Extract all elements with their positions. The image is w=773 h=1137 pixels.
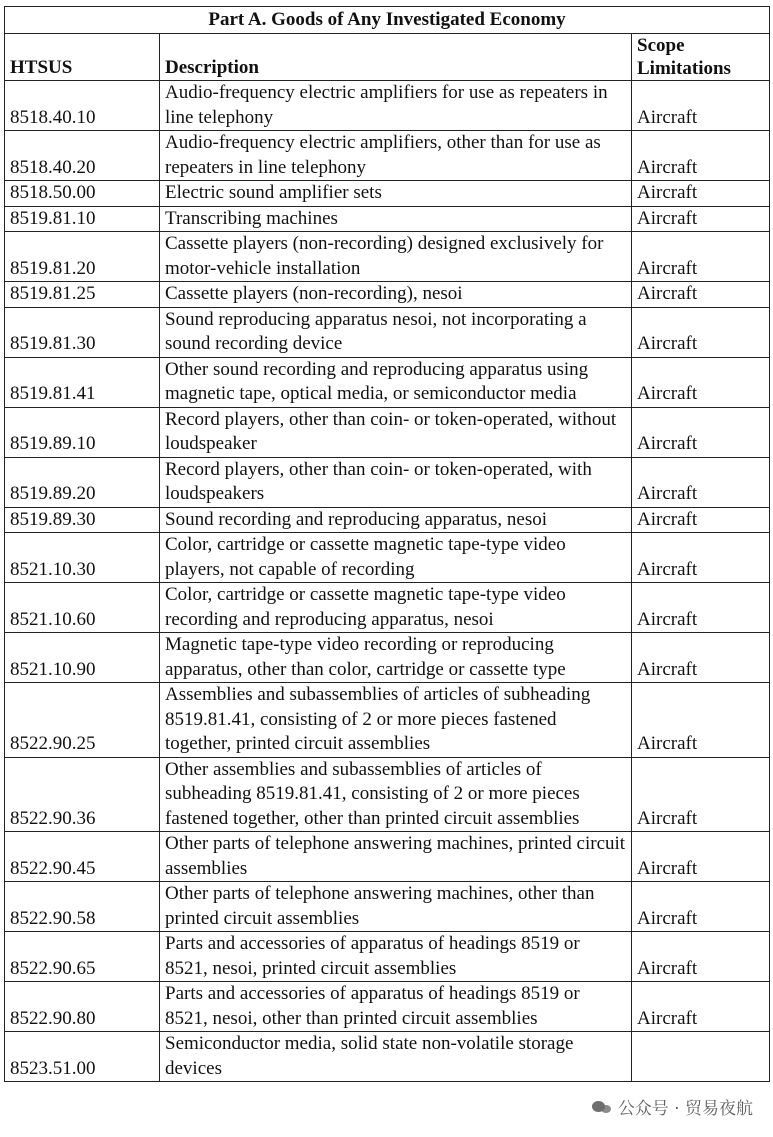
table-title-row <box>5 7 770 34</box>
header-htsus: HTSUS <box>5 34 160 81</box>
htsus-code-cell: 8519.89.10 <box>5 407 160 457</box>
scope-limitation-cell: Aircraft <box>632 457 770 507</box>
description-cell: Color, cartridge or cassette magnetic tape-type video players, not capable of recording <box>160 533 632 583</box>
description-cell: Other assemblies and subassemblies of articles of subheading 8519.81.41, consisting of 2 or more pieces fastened together, other than printed circuit assemblies <box>160 757 632 832</box>
description-cell: Other parts of telephone answering machines, other than printed circuit assemblies <box>160 882 632 932</box>
htsus-code-cell: 8519.81.20 <box>5 232 160 282</box>
htsus-code-cell: 8522.90.25 <box>5 683 160 758</box>
htsus-code-cell: 8521.10.30 <box>5 533 160 583</box>
table-row <box>5 982 770 1032</box>
htsus-code-cell: 8519.81.41 <box>5 357 160 407</box>
htsus-code-cell: 8522.90.80 <box>5 982 160 1032</box>
htsus-code-cell: 8523.51.00 <box>5 1032 160 1082</box>
header-description: Description <box>160 34 632 81</box>
table-row <box>5 757 770 832</box>
table-row <box>5 1032 770 1082</box>
scope-limitation-cell: Aircraft <box>632 407 770 457</box>
description-cell: Parts and accessories of apparatus of headings 8519 or 8521, nesoi, printed circuit assemblies <box>160 932 632 982</box>
description-cell: Transcribing machines <box>160 206 632 232</box>
table-row <box>5 232 770 282</box>
table-row <box>5 882 770 932</box>
table-row <box>5 407 770 457</box>
description-cell: Electric sound amplifier sets <box>160 181 632 207</box>
scope-limitation-cell: Aircraft <box>632 882 770 932</box>
scope-limitation-cell: Aircraft <box>632 81 770 131</box>
table-row <box>5 457 770 507</box>
htsus-code-cell: 8521.10.60 <box>5 583 160 633</box>
htsus-code-cell: 8522.90.65 <box>5 932 160 982</box>
table-row <box>5 832 770 882</box>
scope-limitation-cell: Aircraft <box>632 932 770 982</box>
scope-limitation-cell: Aircraft <box>632 206 770 232</box>
table-row <box>5 357 770 407</box>
document-page <box>4 6 769 1082</box>
description-cell: Other sound recording and reproducing apparatus using magnetic tape, optical media, or semiconductor media <box>160 357 632 407</box>
description-cell: Cassette players (non-recording) designed exclusively for motor-vehicle installation <box>160 232 632 282</box>
table-title: Part A. Goods of Any Investigated Economy <box>5 7 770 34</box>
scope-limitation-cell: Aircraft <box>632 982 770 1032</box>
scope-limitation-cell <box>632 1032 770 1082</box>
description-cell: Sound recording and reproducing apparatus, nesoi <box>160 507 632 533</box>
scope-limitation-cell: Aircraft <box>632 232 770 282</box>
description-cell: Audio-frequency electric amplifiers, other than for use as repeaters in line telephony <box>160 131 632 181</box>
scope-limitation-cell: Aircraft <box>632 633 770 683</box>
description-cell: Record players, other than coin- or token-operated, with loudspeakers <box>160 457 632 507</box>
table-body <box>5 81 770 1082</box>
scope-limitation-cell: Aircraft <box>632 307 770 357</box>
scope-limitation-cell: Aircraft <box>632 181 770 207</box>
description-cell: Magnetic tape-type video recording or reproducing apparatus, other than color, cartridge or cassette type <box>160 633 632 683</box>
header-scope-line: Scope <box>637 35 685 56</box>
description-cell: Cassette players (non-recording), nesoi <box>160 282 632 308</box>
htsus-code-cell: 8519.89.20 <box>5 457 160 507</box>
description-cell: Parts and accessories of apparatus of headings 8519 or 8521, nesoi, other than printed circuit assemblies <box>160 982 632 1032</box>
table-row <box>5 282 770 308</box>
scope-limitation-cell: Aircraft <box>632 507 770 533</box>
description-cell: Assemblies and subassemblies of articles of subheading 8519.81.41, consisting of 2 or more pieces fastened together, printed circuit assemblies <box>160 683 632 758</box>
description-cell: Other parts of telephone answering machines, printed circuit assemblies <box>160 832 632 882</box>
table-row <box>5 507 770 533</box>
table-row <box>5 81 770 131</box>
htsus-code-cell: 8522.90.58 <box>5 882 160 932</box>
description-cell: Semiconductor media, solid state non-volatile storage devices <box>160 1032 632 1082</box>
htsus-table <box>4 6 770 1082</box>
htsus-code-cell: 8518.50.00 <box>5 181 160 207</box>
table-row <box>5 533 770 583</box>
htsus-code-cell: 8522.90.45 <box>5 832 160 882</box>
description-cell: Audio-frequency electric amplifiers for use as repeaters in line telephony <box>160 81 632 131</box>
scope-limitation-cell: Aircraft <box>632 282 770 308</box>
scope-limitation-cell: Aircraft <box>632 583 770 633</box>
htsus-code-cell: 8518.40.10 <box>5 81 160 131</box>
table-row <box>5 181 770 207</box>
wechat-icon <box>592 1099 612 1115</box>
description-cell: Sound reproducing apparatus nesoi, not incorporating a sound recording device <box>160 307 632 357</box>
watermark-text: 公众号 · 贸易夜航 <box>617 1099 753 1119</box>
htsus-code-cell: 8519.81.25 <box>5 282 160 308</box>
htsus-code-cell: 8518.40.20 <box>5 131 160 181</box>
scope-limitation-cell: Aircraft <box>632 832 770 882</box>
table-header-row <box>5 34 770 81</box>
scope-limitation-cell: Aircraft <box>632 683 770 758</box>
watermark <box>592 1094 753 1119</box>
description-cell: Color, cartridge or cassette magnetic tape-type video recording and reproducing apparatus, nesoi <box>160 583 632 633</box>
table-row <box>5 932 770 982</box>
table-row <box>5 307 770 357</box>
scope-limitation-cell: Aircraft <box>632 757 770 832</box>
table-row <box>5 683 770 758</box>
scope-limitation-cell: Aircraft <box>632 131 770 181</box>
table-row <box>5 633 770 683</box>
table-row <box>5 131 770 181</box>
table-row <box>5 206 770 232</box>
description-cell: Record players, other than coin- or token-operated, without loudspeaker <box>160 407 632 457</box>
header-scope-limitations <box>632 34 770 81</box>
htsus-code-cell: 8519.89.30 <box>5 507 160 533</box>
header-scope-line: Limitations <box>637 58 731 79</box>
scope-limitation-cell: Aircraft <box>632 533 770 583</box>
htsus-code-cell: 8521.10.90 <box>5 633 160 683</box>
htsus-code-cell: 8522.90.36 <box>5 757 160 832</box>
scope-limitation-cell: Aircraft <box>632 357 770 407</box>
htsus-code-cell: 8519.81.30 <box>5 307 160 357</box>
table-row <box>5 583 770 633</box>
htsus-code-cell: 8519.81.10 <box>5 206 160 232</box>
